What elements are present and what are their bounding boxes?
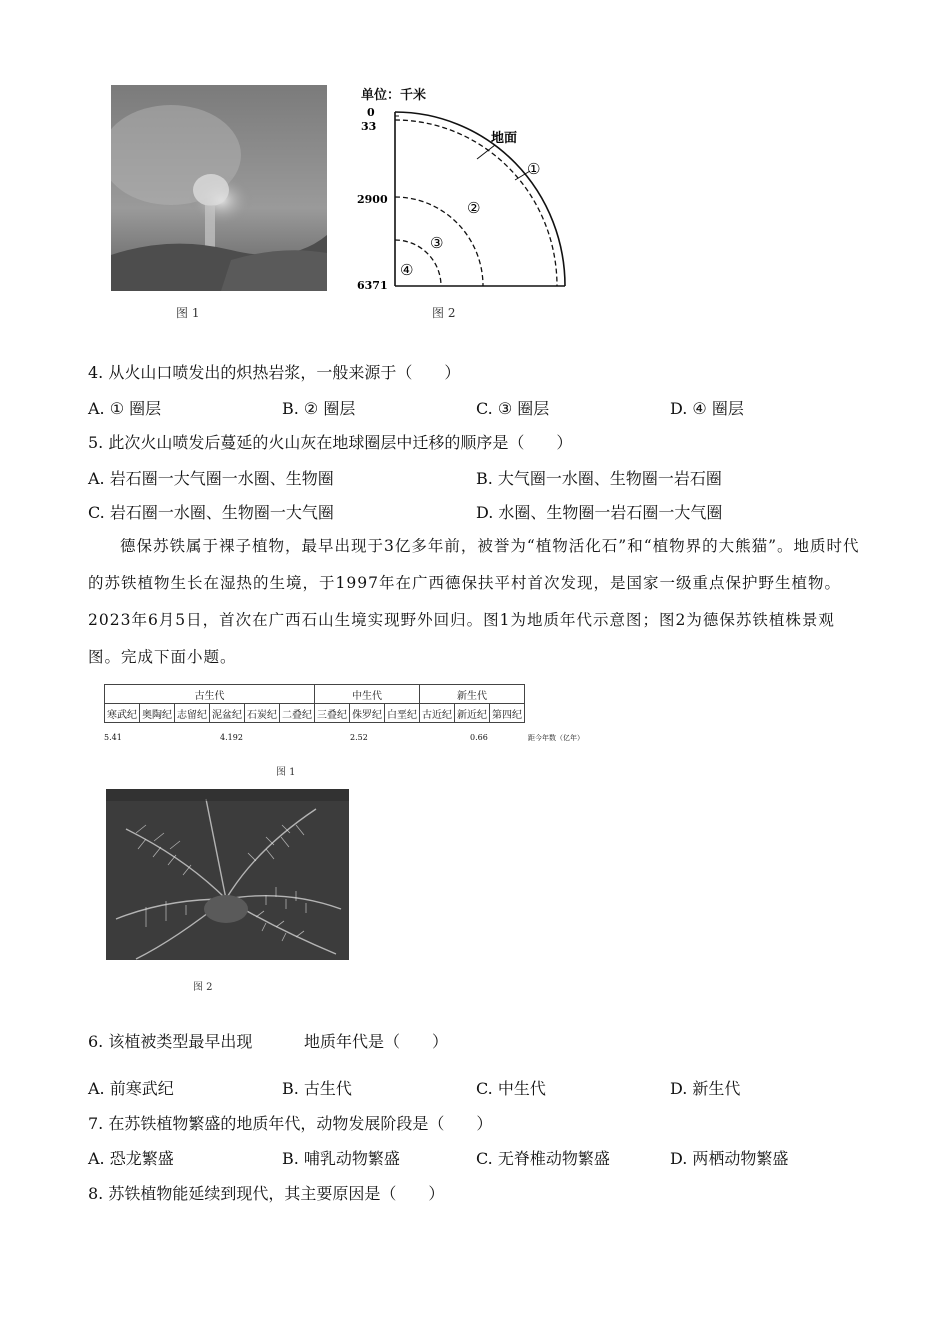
era-cenozoic: 新生代 [420,685,525,704]
age-label-4-192: 4.192 [220,733,243,742]
q6-option-d[interactable]: D. 新生代 [670,1079,741,1098]
layer-label-2: ② [467,199,481,217]
cycad-photo [106,789,349,960]
q6-option-c[interactable]: C. 中生代 [476,1079,546,1098]
q6-option-b[interactable]: B. 古生代 [282,1079,352,1098]
question-6-stem-part2: 地质年代是（ ） [304,1032,449,1051]
timescale-caption: 图 1 [276,767,296,778]
period-cell: 泥盆纪 [210,704,245,723]
q7-option-c[interactable]: C. 无脊椎动物繁盛 [476,1149,610,1168]
q4-option-a[interactable]: A. ① 圈层 [88,399,162,418]
fig1-caption: 图 1 [176,306,200,320]
question-8-stem: 8. 苏铁植物能延续到现代，其主要原因是（ ） [88,1184,445,1203]
period-cell: 古近纪 [420,704,455,723]
q4-option-c[interactable]: C. ③ 圈层 [476,399,550,418]
period-cell: 新近纪 [455,704,490,723]
geologic-timescale-figure [104,684,525,723]
period-cell: 奥陶纪 [140,704,175,723]
q5-option-c[interactable]: C. 岩石圈一水圈、生物圈一大气圈 [88,503,334,522]
q5-option-a[interactable]: A. 岩石圈一大气圈一水圈、生物圈 [88,469,334,488]
period-cell: 志留纪 [175,704,210,723]
fig2-caption: 图 2 [432,306,456,320]
unit-label: 单位：千米 [361,88,427,103]
age-label-5-41: 5.41 [104,733,122,742]
cycad-caption: 图 2 [193,982,213,993]
age-axis-label: 距今年数（亿年） [528,734,584,742]
age-label-0-66: 0.66 [470,733,488,742]
q5-option-d[interactable]: D. 水圈、生物圈一岩石圈一大气圈 [476,503,723,522]
question-7-stem: 7. 在苏铁植物繁盛的地质年代，动物发展阶段是（ ） [88,1114,493,1133]
geologic-timescale-table [104,684,525,723]
q7-option-b[interactable]: B. 哺乳动物繁盛 [282,1149,400,1168]
layer-label-1: ① [527,160,541,178]
depth-tick-33: 33 [361,120,377,133]
q7-option-a[interactable]: A. 恐龙繁盛 [88,1149,174,1168]
layer-label-3: ③ [430,234,444,252]
q6-option-a[interactable]: A. 前寒武纪 [88,1079,174,1098]
depth-tick-2900: 2900 [357,193,388,206]
era-paleozoic: 古生代 [105,685,315,704]
period-cell: 三叠纪 [315,704,350,723]
period-cell: 寒武纪 [105,704,140,723]
layer-label-4: ④ [400,261,414,279]
q4-option-b[interactable]: B. ② 圈层 [282,399,356,418]
q5-option-b[interactable]: B. 大气圈一水圈、生物圈一岩石圈 [476,469,722,488]
earth-layers-diagram [355,85,575,295]
period-cell: 侏罗纪 [350,704,385,723]
volcano-photo [111,85,327,291]
depth-tick-0: 0 [367,106,375,119]
period-cell: 二叠纪 [280,704,315,723]
question-6-stem-part1: 6. 该植被类型最早出现 [88,1032,253,1051]
period-cell: 第四纪 [490,704,525,723]
surface-label: 地面 [491,131,518,146]
depth-tick-6371: 6371 [357,279,388,292]
cycad-plant-image [106,789,349,960]
question-4-stem: 4. 从火山口喷发出的炽热岩浆，一般来源于（ ） [88,363,461,382]
q4-option-d[interactable]: D. ④ 圈层 [670,399,744,418]
age-label-2-52: 2.52 [350,733,368,742]
period-cell: 石炭纪 [245,704,280,723]
period-cell: 白垩纪 [385,704,420,723]
era-mesozoic: 中生代 [315,685,420,704]
question-5-stem: 5. 此次火山喷发后蔓延的火山灰在地球圈层中迁移的顺序是（ ） [88,433,573,452]
volcano-ash-plume-image [111,85,327,291]
q7-option-d[interactable]: D. 两栖动物繁盛 [670,1149,789,1168]
passage: 德保苏铁属于裸子植物，最早出现于3亿多年前，被誉为“植物活化石”和“植物界的大熊猫”。地质时代的苏铁植物生长在湿热的生境，于1997年在广西德保扶平村首次发现，是国家一级重点保护野生植物。2023年6月5日，首次在广西石山生境实现野外回归。图1为地质年代示意图；图2为德保苏铁植株景观图。完成下面小题。 [88,537,860,666]
